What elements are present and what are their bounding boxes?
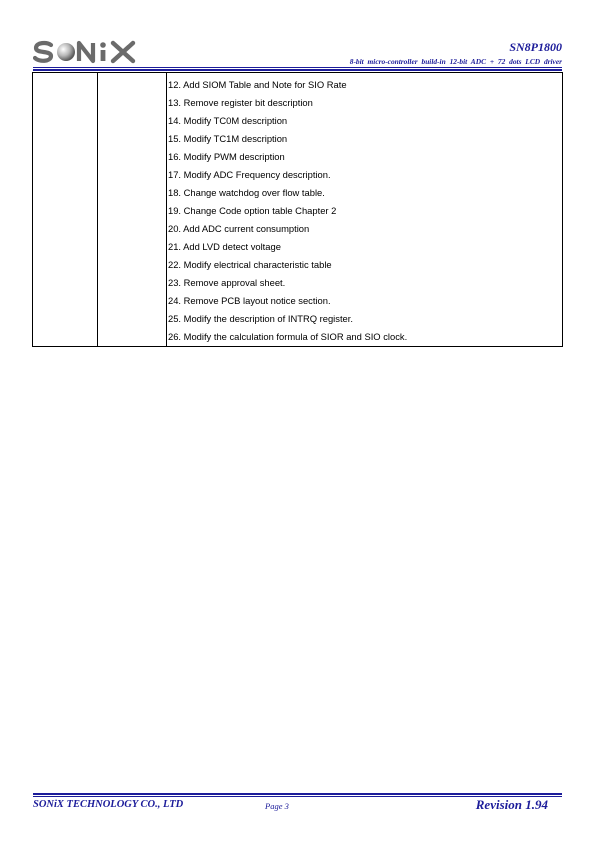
sonix-logo (33, 40, 137, 64)
footer-rule-thick (33, 793, 562, 795)
header-rule (33, 67, 562, 68)
list-item: 18. Change watchdog over flow table. (168, 187, 325, 198)
list-item: 14. Modify TC0M description (168, 115, 288, 126)
date-cell (98, 73, 167, 347)
description-cell (167, 73, 563, 347)
footer-company: SONiX TECHNOLOGY CO., LTD (33, 799, 184, 810)
list-item: 24. Remove PCB layout notice section. (168, 295, 331, 306)
list-item: 26. Modify the calculation formula of SIOR and SIO clock. (168, 331, 408, 342)
revision-history-table (32, 72, 563, 347)
document-subtitle: 8-bit micro-controller build-in 12-bit ADC + 72 dots LCD driver (349, 57, 562, 66)
revision-item-list (167, 73, 562, 346)
list-item: 17. Modify ADC Frequency description. (168, 169, 331, 180)
list-item: 13. Remove register bit description (168, 97, 313, 108)
list-item: 15. Modify TC1M description (168, 133, 288, 144)
revision-number: Revision 1.94 (475, 797, 548, 812)
list-item: 22. Modify electrical characteristic table (168, 259, 332, 270)
header-rule-thick (33, 69, 562, 71)
page-number: Page 3 (265, 801, 289, 811)
document-title: SN8P1800 (509, 40, 562, 54)
list-item: 19. Change Code option table Chapter 2 (168, 205, 337, 216)
list-item: 21. Add LVD detect voltage (168, 241, 281, 252)
list-item: 12. Add SIOM Table and Note for SIO Rate (168, 79, 347, 90)
table-row (33, 73, 563, 347)
version-cell (33, 73, 98, 347)
list-item: 23. Remove approval sheet. (168, 277, 286, 288)
list-item: 16. Modify PWM description (168, 151, 285, 162)
list-item: 20. Add ADC current consumption (168, 223, 310, 234)
list-item: 25. Modify the description of INTRQ register. (168, 313, 353, 324)
